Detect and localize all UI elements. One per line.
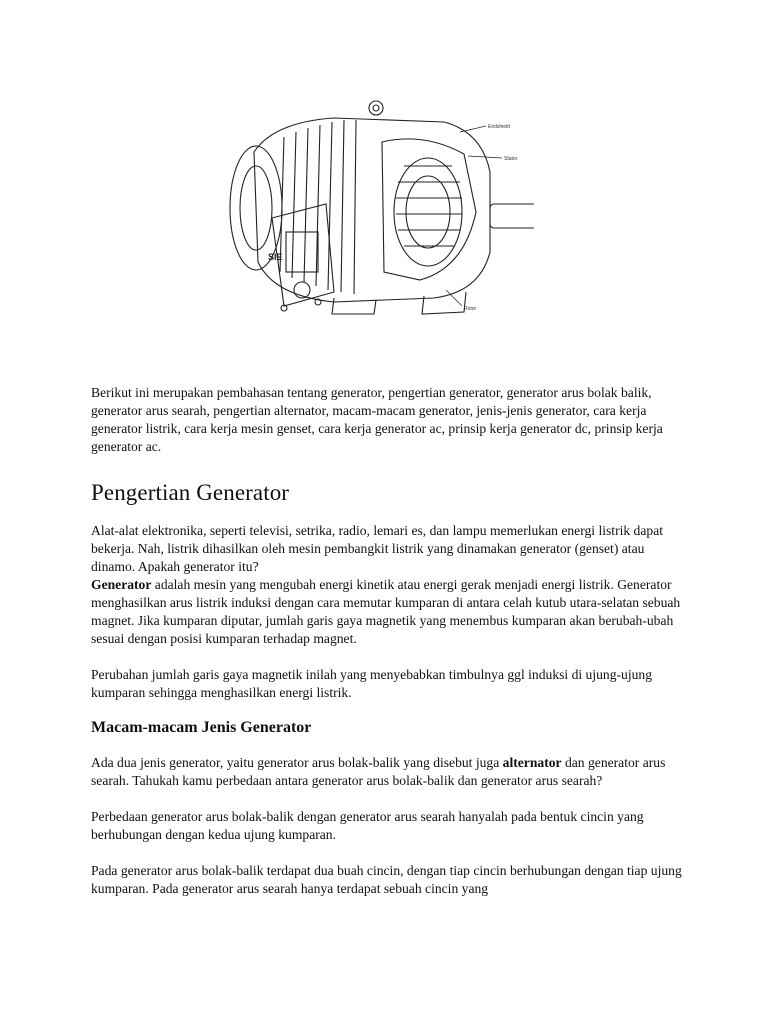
generator-illustration xyxy=(214,92,534,332)
brand-text: SIE xyxy=(268,252,283,262)
bold-generator: Generator xyxy=(91,577,152,592)
paragraph-pengertian-1: Alat-alat elektronika, seperti televisi, setrika, radio, lemari es, dan lampu memerlukan energi listrik dapat bekerja. Nah, listrik dihasilkan oleh mesin pembangkit listrik yang dinamakan generator (genset) atau dinamo. Apakah generator itu? xyxy=(91,523,663,574)
paragraph-jenis-1-after: dan generator arus searah. Tahukah kamu perbedaan antara generator arus bolak-balik dan generator arus searah? xyxy=(91,755,666,788)
generator-cutaway-drawing xyxy=(214,92,534,332)
heading-pengertian-generator: Pengertian Generator xyxy=(91,480,290,505)
label-endshield: Endshield xyxy=(488,124,510,130)
heading-macam-jenis-generator: Macam-macam Jenis Generator xyxy=(91,719,312,736)
bold-alternator: alternator xyxy=(502,755,562,770)
intro-paragraph: Berikut ini merupakan pembahasan tentang generator, pengertian generator, generator arus bolak balik, generator arus searah, pengertian alternator, macam-macam generator, jenis-jenis generator, cara kerja generator listrik, cara kerja mesin genset, cara kerja generator ac, prinsip kerja generator dc, prinsip kerja generator ac. xyxy=(91,385,663,454)
paragraph-jenis-2: Perbedaan generator arus bolak-balik dengan generator arus searah hanyalah pada bentuk cincin yang berhubungan dengan kedua ujung kumparan. xyxy=(91,809,644,842)
paragraph-pengertian-2-text: adalah mesin yang mengubah energi kinetik atau energi gerak menjadi energi listrik. Generator menghasilkan arus listrik induksi dengan cara memutar kumparan di antara celah kutub utara-selatan sebuah magnet. Jika kumparan diputar, jumlah garis gaya magnetik yang menembus kumparan akan berubah-ubah sesuai dengan posisi kumparan terhadap magnet. xyxy=(91,577,681,646)
label-rotor: Rotor xyxy=(464,306,477,312)
paragraph-jenis-3: Pada generator arus bolak-balik terdapat dua buah cincin, dengan tiap cincin berhubungan dengan tiap ujung kumparan. Pada generator arus searah hanya terdapat sebuah cincin yang xyxy=(91,863,682,896)
label-stator: Stator xyxy=(504,156,518,162)
document-body xyxy=(91,384,691,898)
paragraph-jenis-1 xyxy=(91,754,691,790)
paragraph-pengertian-3: Perubahan jumlah garis gaya magnetik inilah yang menyebabkan timbulnya ggl induksi di ujung-ujung kumparan sehingga menghasilkan energi listrik. xyxy=(91,667,653,700)
paragraph-pengertian-2 xyxy=(91,576,691,648)
paragraph-jenis-1-before: Ada dua jenis generator, yaitu generator arus bolak-balik yang disebut juga xyxy=(91,755,503,770)
